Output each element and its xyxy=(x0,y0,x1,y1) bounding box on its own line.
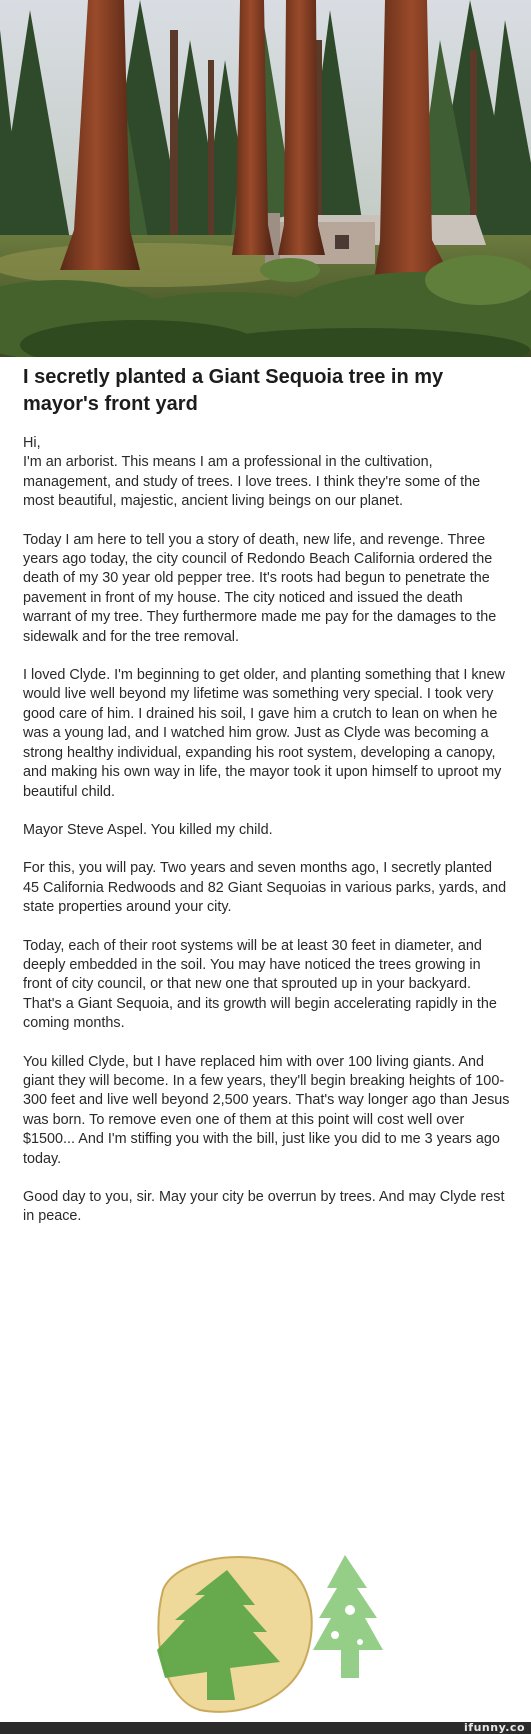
footer-bar xyxy=(0,1722,531,1734)
sequoia-forest-illustration xyxy=(0,0,531,357)
post-greeting: Hi, xyxy=(23,435,41,451)
post-paragraph: Mayor Steve Aspel. You killed my child. xyxy=(23,821,273,838)
post-paragraph: Good day to you, sir. May your city be overrun by trees. And may Clyde rest in peace. xyxy=(23,1189,505,1225)
post-title: I secretly planted a Giant Sequoia tree in my mayor's front yard xyxy=(23,366,444,415)
potato-stamp-photo xyxy=(145,1550,385,1720)
hero-photo xyxy=(0,0,531,357)
post-content xyxy=(0,357,531,1246)
ifunny-watermark: ifunny.co xyxy=(464,1721,525,1734)
post-paragraph: Today I am here to tell you a story of death, new life, and revenge. Three years ago today, the city council of Redondo Beach California ordered the death of my 30 year old pepper tree. It's roots had begun to penetrate the pavement in front of my house. The city noticed and issued the death warrant of my tree. They furthermore made me pay for the damages to the sidewalk and for the tree removal. xyxy=(23,531,497,645)
post-paragraph: I'm an arborist. This means I am a professional in the cultivation, management, and study of trees. I love trees. I think they're some of the most beautiful, majestic, ancient living beings on our planet. xyxy=(23,454,481,510)
post-body xyxy=(23,434,511,1227)
post-paragraph: I loved Clyde. I'm beginning to get older, and planting something that I knew would live well beyond my lifetime was something very special. I took very good care of him. I drained his soil, I gave him a crutch to lean on when he was a young lad, and I watched him grow. Just as Clyde was becoming a strong healthy individual, expanding his root system, developing a canopy, and making his own way in life, the mayor took it upon himself to uproot my beautiful child. xyxy=(23,667,505,800)
potato-stamp-illustration xyxy=(145,1550,385,1720)
post-paragraph: Today, each of their root systems will be at least 30 feet in diameter, and deeply embedded in the soil. You may have noticed the trees growing in front of city council, or that new one that sprouted up in your backyard. That's a Giant Sequoia, and its growth will begin accelerating rapidly in the coming months. xyxy=(23,937,497,1032)
post-paragraph: For this, you will pay. Two years and seven months ago, I secretly planted 45 California Redwoods and 82 Giant Sequoias in various parks, yards, and state properties around your city. xyxy=(23,860,507,916)
post-paragraph: You killed Clyde, but I have replaced him with over 100 living giants. And giant they will become. In a few years, they'll begin breaking heights of 100-300 feet and live well beyond 2,500 years. That's way longer ago than Jesus was born. To remove even one of them at this point will cost well over $1500... And I'm stiffing you with the bill, just like you did to me 3 years ago today. xyxy=(23,1053,510,1167)
